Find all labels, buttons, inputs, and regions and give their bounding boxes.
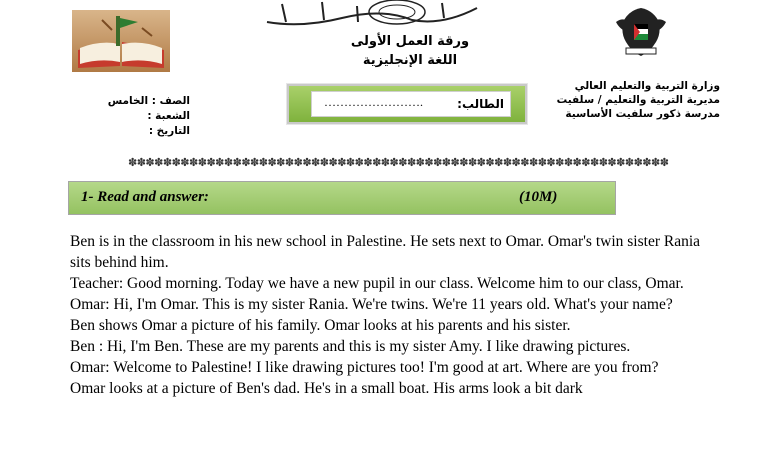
passage-paragraph: Teacher: Good morning. Today we have a new pupil in our class. Welcome him to our class, Omar.	[70, 275, 684, 292]
passage-paragraph: Ben shows Omar a picture of his family. Omar looks at his parents and his sister.	[70, 317, 571, 334]
passage-paragraph: Ben is in the classroom in his new school in Palestine. He sets next to Omar. Omar's twin sister Rania sits behind him.	[70, 233, 701, 271]
subject-title: اللغة الإنجليزية	[362, 53, 458, 68]
student-name-blank: …………………….	[324, 95, 423, 109]
student-name-field[interactable]	[311, 91, 511, 117]
directorate-line: مديرية التربية والتعليم / سلفيت	[556, 94, 720, 106]
passage-paragraph: Omar: Hi, I'm Omar. This is my sister Rania. We're twins. We're 11 years old. What's your name?	[70, 296, 673, 313]
student-name-box	[287, 84, 527, 124]
section-line: الشعبة :	[147, 110, 190, 122]
student-label: الطالب:	[457, 97, 504, 111]
class-line: الصف : الخامس	[107, 95, 190, 107]
question-marks: (10M)	[519, 189, 558, 205]
star-divider: ✽✽✽✽✽✽✽✽✽✽✽✽✽✽✽✽✽✽✽✽✽✽✽✽✽✽✽✽✽✽✽✽✽✽✽✽✽✽✽✽✽✽✽✽✽✽✽✽✽✽✽✽✽✽✽✽✽✽✽✽✽✽	[128, 157, 669, 169]
class-info-block	[80, 94, 190, 139]
question-header-bar	[68, 181, 616, 215]
question-title: 1- Read and answer:	[81, 189, 209, 205]
palestine-emblem-image	[610, 2, 672, 60]
ministry-block	[556, 79, 720, 121]
reading-passage	[70, 231, 720, 399]
school-line: مدرسة ذكور سلفيت الأساسية	[565, 108, 720, 120]
passage-paragraph: Omar looks at a picture of Ben's dad. He's in a small boat. His arms look a bit dark	[70, 380, 583, 397]
passage-paragraph: Omar: Welcome to Palestine! I like drawing pictures too! I'm good at art. Where are you from?	[70, 359, 659, 376]
worksheet-title: ورقة العمل الأولى	[350, 34, 470, 49]
ministry-line: وزارة التربية والتعليم العالي	[574, 80, 720, 92]
basmala-calligraphy	[262, 0, 482, 32]
passage-paragraph: Ben : Hi, I'm Ben. These are my parents and this is my sister Amy. I like drawing pictures.	[70, 338, 631, 355]
date-line: التاريخ :	[148, 125, 190, 137]
book-logo-image	[72, 10, 170, 72]
